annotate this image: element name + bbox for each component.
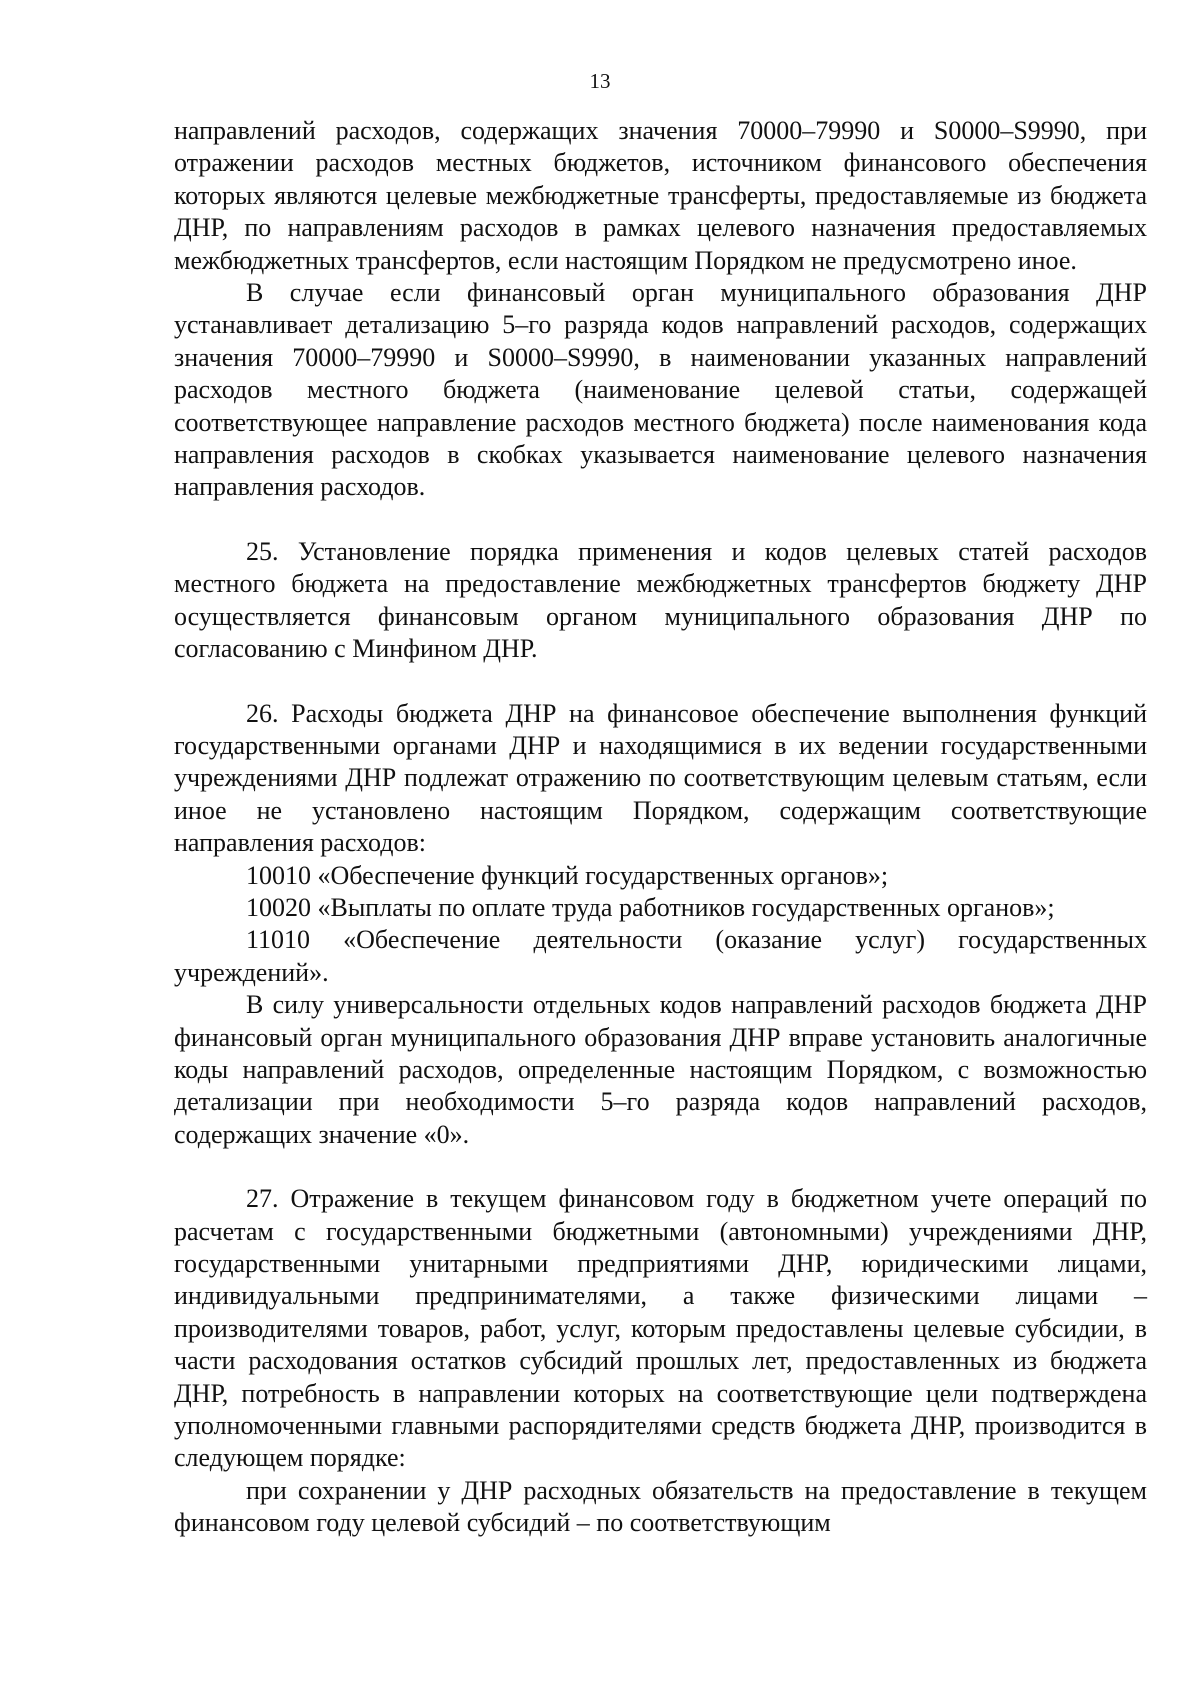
paragraph-universality: В силу универсальности отдельных кодов направлений расходов бюджета ДНР финансовый орган муниципального образования ДНР вправе установить аналогичные коды направлений расходов, определенные настоящим Порядком, с возможностью детализации при необходимости 5–го разряда кодов направлений расходов, содержащих значение «0». xyxy=(174,990,1147,1149)
paragraph-obligations: при сохранении у ДНР расходных обязательств на предоставление в текущем финансовом году целевой субсидий – по соответствующим xyxy=(174,1475,1147,1538)
paragraph-detailing: В случае если финансовый орган муниципального образования ДНР устанавливает детализацию 5–го разряда кодов направлений расходов, содержащих значения 70000–79990 и S0000–S9990, в наименовании указанных направлений расходов местного бюджета (наименование целевой статьи, содержащей соответствующее направление расходов местного бюджета) после наименования кода направления расходов в скобках указывается наименование целевого назначения направления расходов. xyxy=(174,278,1147,502)
list-item-10020: 10020 «Выплаты по оплате труда работников государственных органов»; xyxy=(246,892,1055,922)
paragraph-continuation: направлений расходов, содержащих значения 70000–79990 и S0000–S9990, при отражении расходов местных бюджетов, источником финансового обеспечения которых являются целевые межбюджетные трансферты, предоставляемые из бюджета ДНР, по направлениям расходов в рамках целевого назначения предоставляемых межбюджетных трансфертов, если настоящим Порядком не предусмотрено иное. xyxy=(174,116,1147,275)
paragraph-item-26: 26. Расходы бюджета ДНР на финансовое обеспечение выполнения функций государственными органами ДНР и находящимися в их ведении государственными учреждениями ДНР подлежат отражению по соответствующим целевым статьям, если иное не установлено настоящим Порядком, содержащим соответствующие направления расходов: xyxy=(174,698,1147,858)
list-item-11010: 11010 «Обеспечение деятельности (оказание услуг) государственных учреждений». xyxy=(174,925,1147,987)
list-item-10010: 10010 «Обеспечение функций государственных органов»; xyxy=(246,860,889,890)
document-body xyxy=(174,115,1147,1540)
page-number: 13 xyxy=(589,69,611,93)
paragraph-item-27: 27. Отражение в текущем финансовом году в бюджетном учете операций по расчетам с государственными бюджетными (автономными) учреждениями ДНР, государственными унитарными предприятиями ДНР, юридическими лицами, индивидуальными предпринимателями, а также физическими лицами – производителями товаров, работ, услуг, которым предоставлены целевые субсидии, в части расходования остатков субсидий прошлых лет, предоставленных из бюджета ДНР, потребность в направлении которых на соответствующие цели подтверждена уполномоченными главными распорядителями средств бюджета ДНР, производится в следующем порядке: xyxy=(174,1184,1147,1473)
paragraph-item-25: 25. Установление порядка применения и кодов целевых статей расходов местного бюджета на предоставление межбюджетных трансфертов бюджету ДНР осуществляется финансовым органом муниципального образования ДНР по согласованию с Минфином ДНР. xyxy=(174,536,1147,664)
